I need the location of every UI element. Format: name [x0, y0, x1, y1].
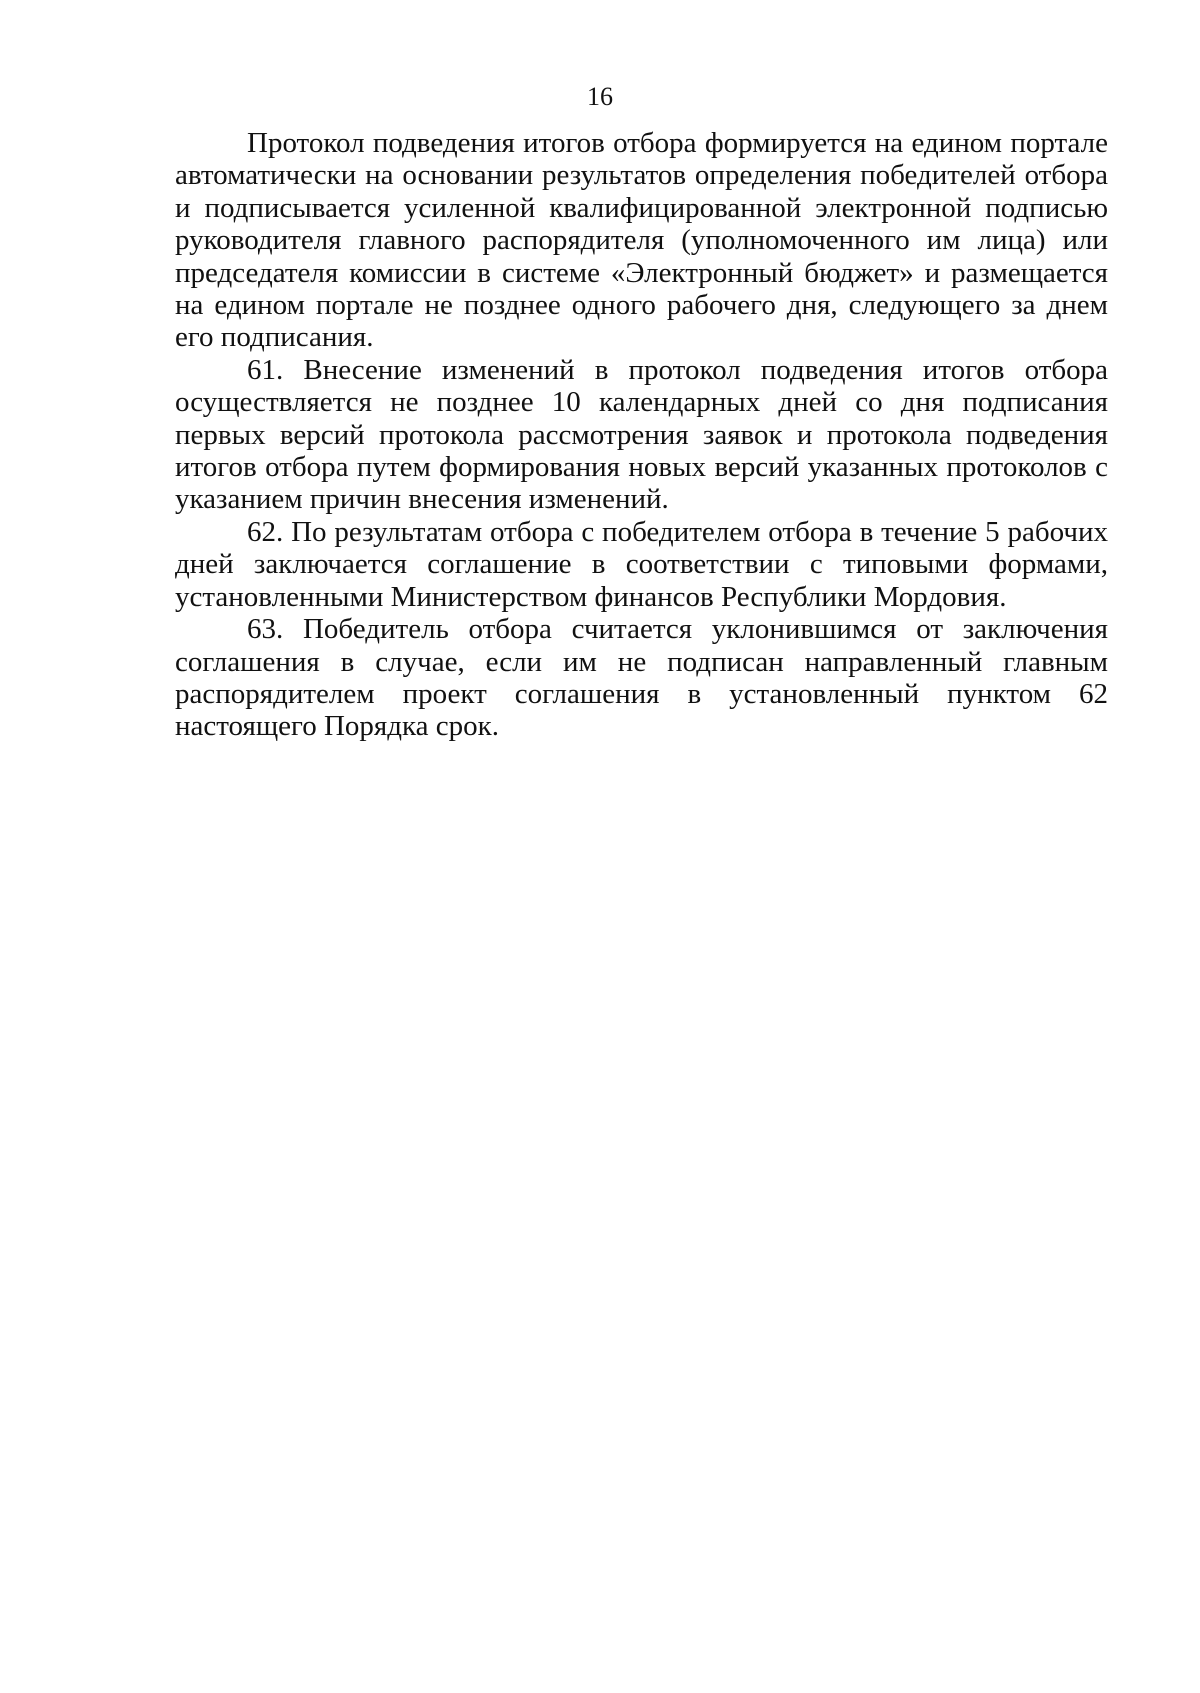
paragraph-62: 62. По результатам отбора с победителем отбора в течение 5 рабочих дней заключается соглашение в соответствии с типовыми формами, установленными Министерством финансов Республики Мордовия. — [175, 515, 1108, 613]
paragraph-63: 63. Победитель отбора считается уклонившимся от заключения соглашения в случае, если им не подписан направленный главным распорядителем проект соглашения в установленный пунктом 62 настоящего Порядка срок. — [175, 613, 1108, 743]
document-body — [175, 127, 1108, 743]
paragraph-protocol-formation: Протокол подведения итогов отбора формируется на едином портале автоматически на основании результатов определения победителей отбора и подписывается усиленной квалифицированной электронной подписью руководителя главного распорядителя (уполномоченного им лица) или председателя комиссии в системе «Электронный бюджет» и размещается на едином портале не позднее одного рабочего дня, следующего за днем его подписания. — [175, 127, 1108, 354]
page-number: 16 — [587, 82, 613, 111]
paragraph-61: 61. Внесение изменений в протокол подведения итогов отбора осуществляется не позднее 10 календарных дней со дня подписания первых версий протокола рассмотрения заявок и протокола подведения итогов отбора путем формирования новых версий указанных протоколов с указанием причин внесения изменений. — [175, 353, 1108, 516]
